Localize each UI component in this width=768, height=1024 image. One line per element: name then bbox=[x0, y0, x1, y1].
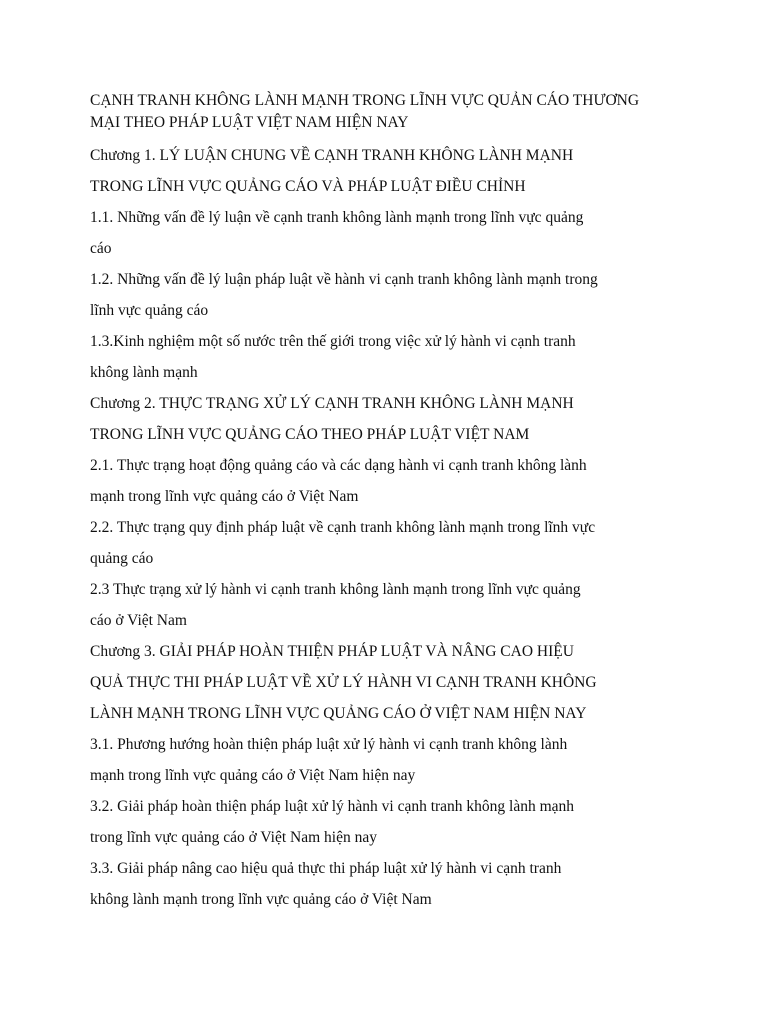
chapter-3-heading-line: QUẢ THỰC THI PHÁP LUẬT VỀ XỬ LÝ HÀNH VI CẠNH TRANH KHÔNG bbox=[90, 674, 597, 691]
title-line: MẠI THEO PHÁP LUẬT VIỆT NAM HIỆN NAY bbox=[90, 114, 409, 131]
chapter-2-heading-line: Chương 2. THỰC TRẠNG XỬ LÝ CẠNH TRANH KHÔNG LÀNH MẠNH bbox=[90, 395, 574, 412]
section-1-1-line: cáo bbox=[90, 240, 112, 257]
section-3-1-line: 3.1. Phương hướng hoàn thiện pháp luật xử lý hành vi cạnh tranh không lành bbox=[90, 736, 568, 753]
section-1-1-line: 1.1. Những vấn đề lý luận về cạnh tranh không lành mạnh trong lĩnh vực quảng bbox=[90, 209, 584, 226]
section-3-2-line: 3.2. Giải pháp hoàn thiện pháp luật xử lý hành vi cạnh tranh không lành mạnh bbox=[90, 798, 575, 815]
section-3-2-line: trong lĩnh vực quảng cáo ở Việt Nam hiện nay bbox=[90, 829, 377, 846]
section-3-1-line: mạnh trong lĩnh vực quảng cáo ở Việt Nam hiện nay bbox=[90, 767, 416, 784]
section-2-1-line: mạnh trong lĩnh vực quảng cáo ở Việt Nam bbox=[90, 488, 359, 505]
document-content bbox=[90, 90, 685, 915]
chapter-2-heading-line: TRONG LĨNH VỰC QUẢNG CÁO THEO PHÁP LUẬT VIỆT NAM bbox=[90, 426, 530, 443]
chapter-3-heading-line: LÀNH MẠNH TRONG LĨNH VỰC QUẢNG CÁO Ở VIỆT NAM HIỆN NAY bbox=[90, 705, 587, 722]
section-2-1-line: 2.1. Thực trạng hoạt động quảng cáo và các dạng hành vi cạnh tranh không lành bbox=[90, 457, 587, 474]
title-line: CẠNH TRANH KHÔNG LÀNH MẠNH TRONG LĨNH VỰC QUẢN CÁO THƯƠNG bbox=[90, 92, 640, 109]
section-1-2-line: lĩnh vực quảng cáo bbox=[90, 302, 209, 319]
section-2-3-line: 2.3 Thực trạng xử lý hành vi cạnh tranh không lành mạnh trong lĩnh vực quảng bbox=[90, 581, 581, 598]
section-1-2-line: 1.2. Những vấn đề lý luận pháp luật về hành vi cạnh tranh không lành mạnh trong bbox=[90, 271, 598, 288]
chapter-3-heading-line: Chương 3. GIẢI PHÁP HOÀN THIỆN PHÁP LUẬT VÀ NÂNG CAO HIỆU bbox=[90, 643, 574, 660]
section-2-2-line: quảng cáo bbox=[90, 550, 154, 567]
document-title bbox=[90, 90, 685, 134]
section-1-3-line: 1.3.Kinh nghiệm một số nước trên thế giới trong việc xử lý hành vi cạnh tranh bbox=[90, 333, 576, 350]
section-1-3-line: không lành mạnh bbox=[90, 364, 198, 381]
section-2-3-line: cáo ở Việt Nam bbox=[90, 612, 187, 629]
section-3-3-line: không lành mạnh trong lĩnh vực quảng cáo ở Việt Nam bbox=[90, 891, 432, 908]
chapter-1-heading-line: TRONG LĨNH VỰC QUẢNG CÁO VÀ PHÁP LUẬT ĐIỀU CHỈNH bbox=[90, 178, 526, 195]
section-3-3-line: 3.3. Giải pháp nâng cao hiệu quả thực thi pháp luật xử lý hành vi cạnh tranh bbox=[90, 860, 562, 877]
section-2-2-line: 2.2. Thực trạng quy định pháp luật về cạnh tranh không lành mạnh trong lĩnh vực bbox=[90, 519, 596, 536]
chapter-1-heading-line: Chương 1. LÝ LUẬN CHUNG VỀ CẠNH TRANH KHÔNG LÀNH MẠNH bbox=[90, 147, 574, 164]
